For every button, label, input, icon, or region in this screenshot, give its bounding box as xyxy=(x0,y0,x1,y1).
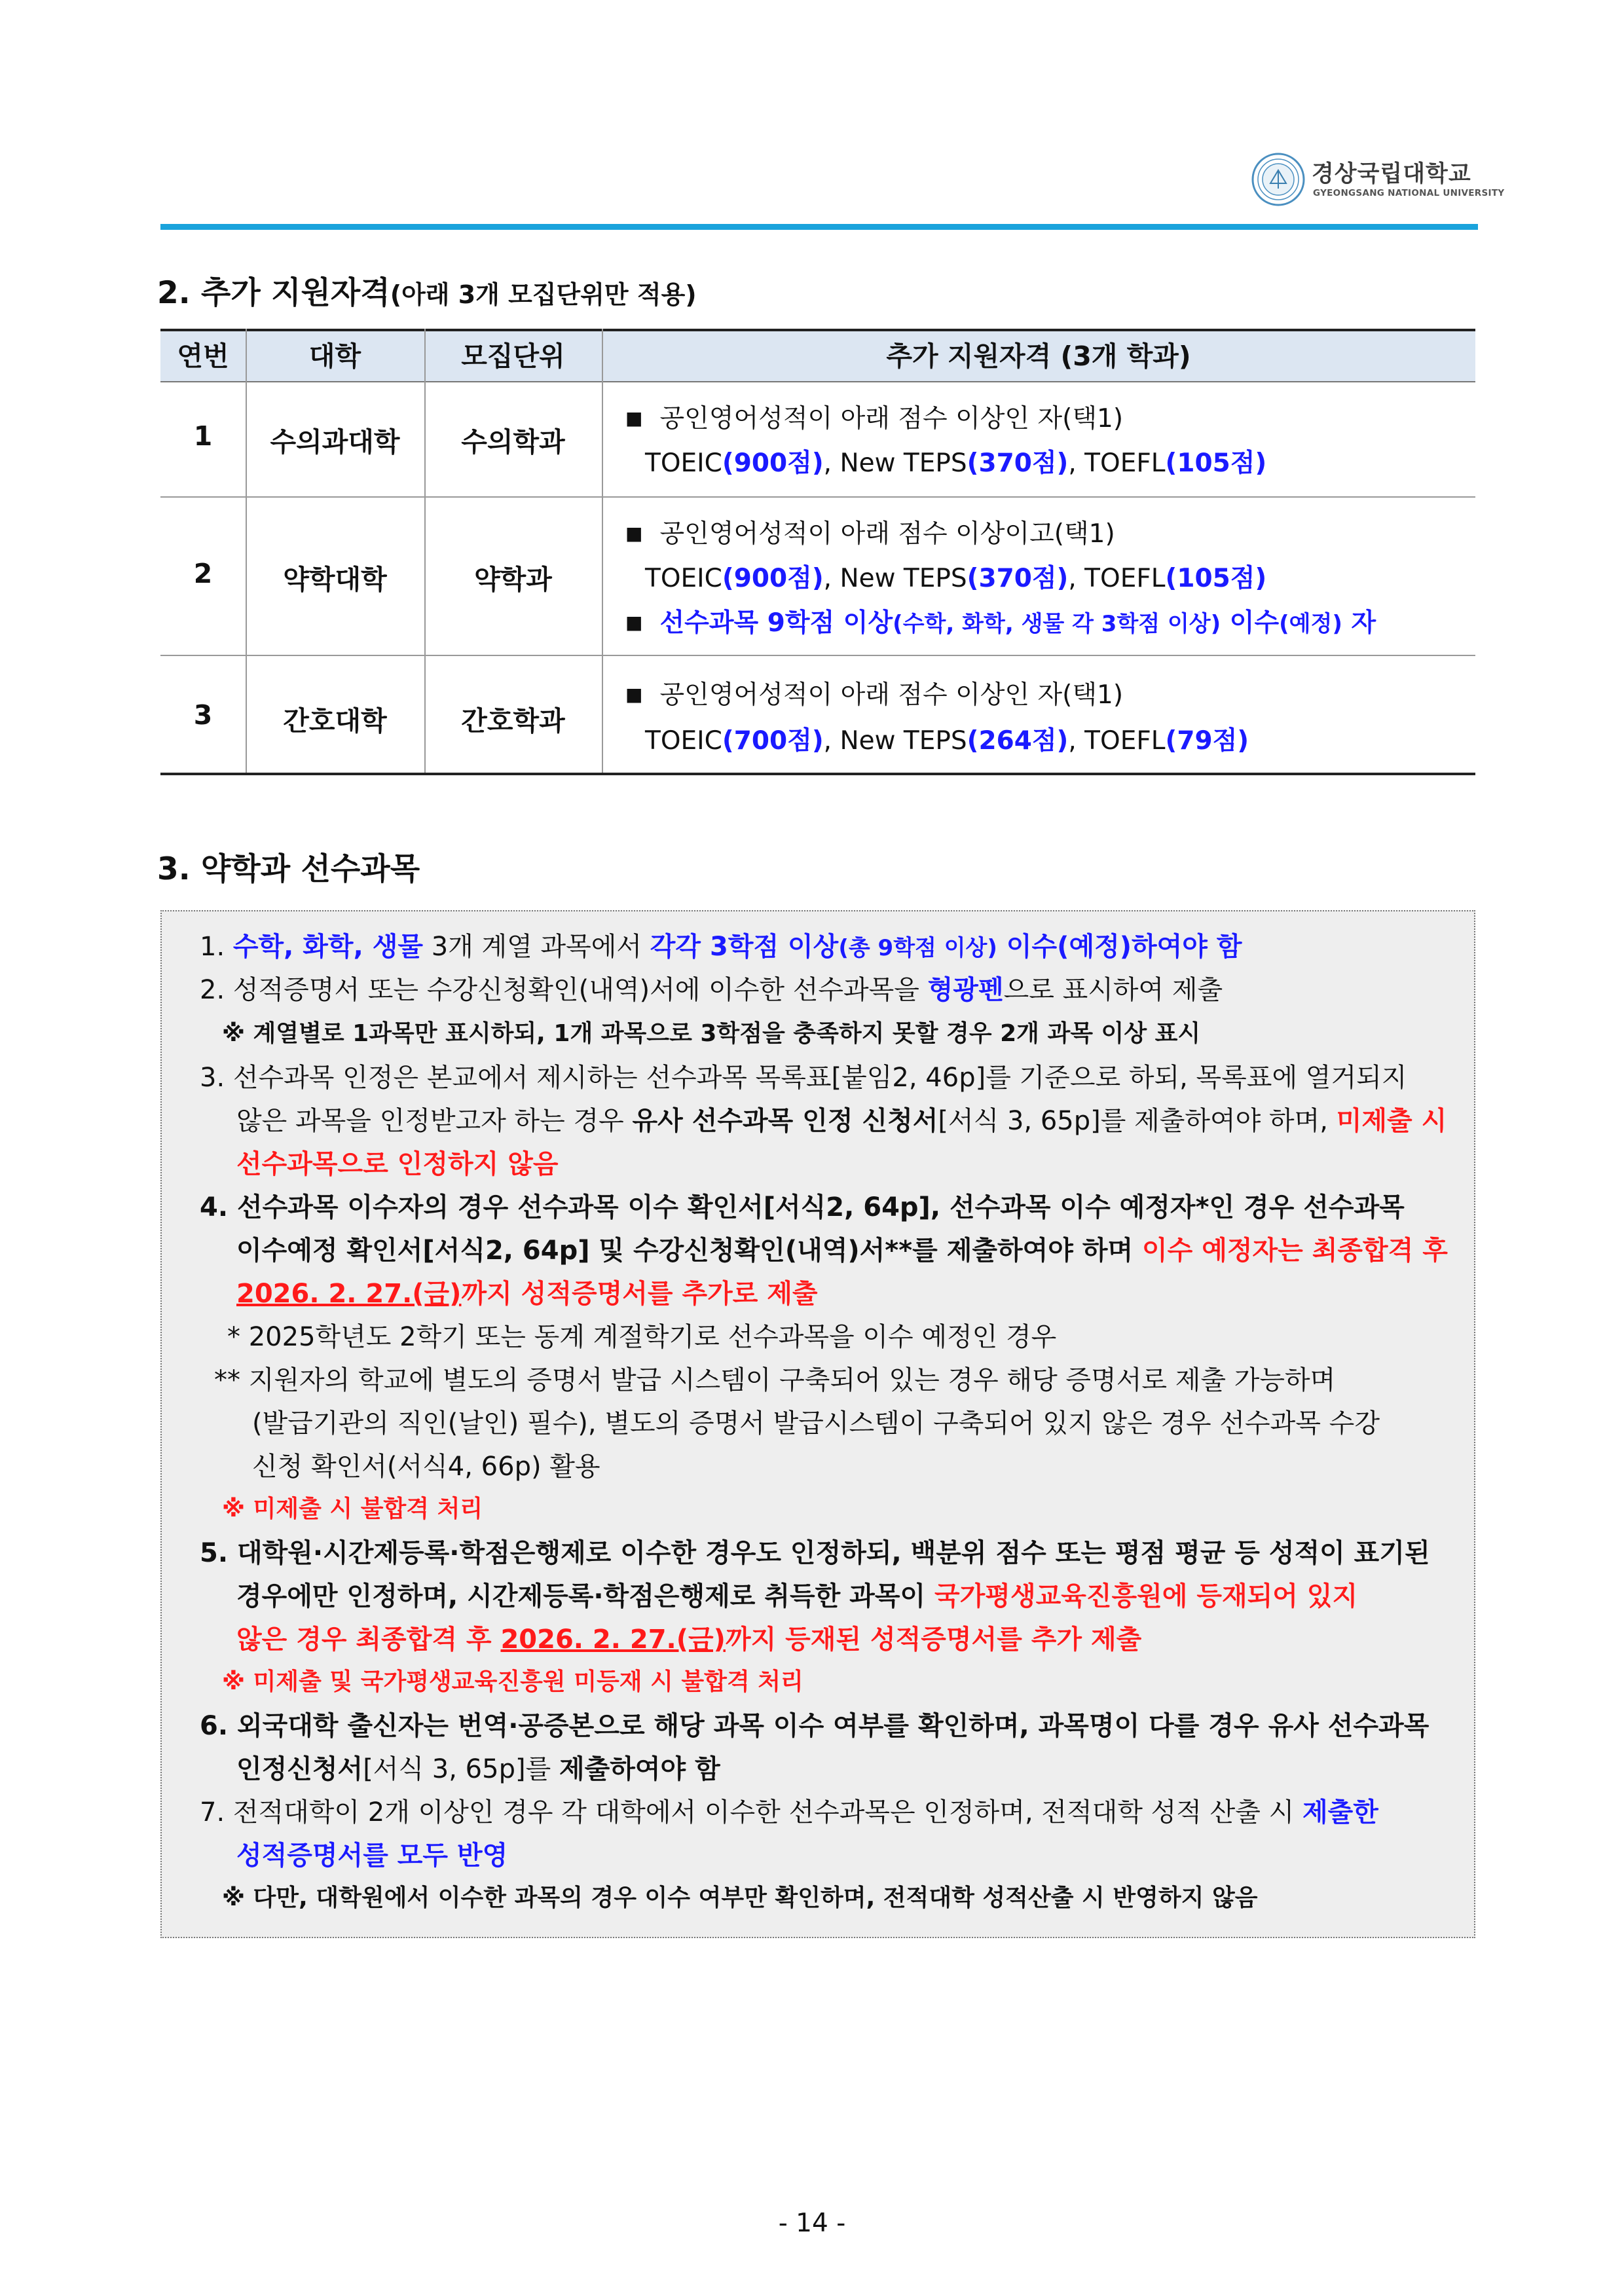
section3-heading: 3. 약학과 선수과목 xyxy=(157,851,420,887)
warning-text: 이수 예정자는 최종합격 후 xyxy=(1142,1236,1448,1266)
teps-label: New TEPS xyxy=(840,449,967,478)
square-bullet-icon: ■ xyxy=(625,612,643,633)
section2-heading xyxy=(157,268,697,312)
list-item xyxy=(200,1791,1378,1829)
warning-text: 까지 등재된 성적증명서를 추가 제출 xyxy=(725,1625,1142,1655)
footnote: ** 지원자의 학교에 별도의 증명서 발급 시스템이 구축되어 있는 경우 해당 증명서로 제출 가능하며 xyxy=(214,1365,1336,1395)
row-unit: 약학과 xyxy=(474,564,552,595)
prerequisite-notes-box xyxy=(160,910,1475,1938)
university-name-kr: 경상국립대학교 xyxy=(1312,161,1471,187)
footnote-cont: (발급기관의 직인(날인) 필수), 별도의 증명서 발급시스템이 구축되어 있지 않은 경우 선수과목 수강 xyxy=(252,1408,1380,1439)
col-header-college: 대학 xyxy=(308,340,361,372)
item-text: [서식 3, 65p]를 xyxy=(363,1754,559,1784)
col-header-no: 연번 xyxy=(177,340,229,372)
requirement-bullet xyxy=(625,513,1115,550)
teps-label: New TEPS xyxy=(840,726,967,756)
toefl-label: TOEFL xyxy=(1084,449,1166,478)
item-text: 으로 표시하여 제출 xyxy=(1003,975,1223,1005)
toefl-score: (79점) xyxy=(1165,726,1249,756)
warning-text: 국가평생교육진흥원에 등재되어 있지 xyxy=(934,1581,1358,1611)
requirement-text: 공인영어성적이 아래 점수 이상인 자(택1) xyxy=(659,404,1124,433)
deadline-date: 2026. 2. 27.(금) xyxy=(500,1625,726,1655)
list-item-cont xyxy=(236,1230,1448,1267)
toeic-score: (700점) xyxy=(722,726,824,756)
form-name: 인정신청서 xyxy=(236,1754,363,1784)
toefl-score: (105점) xyxy=(1165,449,1267,478)
list-item: 5. 대학원·시간제등록·학점은행제로 이수한 경우도 인정하되, 백분위 점수 또는 평점 평균 등 성적이 표기된 xyxy=(200,1538,1430,1568)
item-text: 2. 성적증명서 또는 수강신청확인(내역)서에 이수한 선수과목을 xyxy=(200,975,928,1005)
item-text: 7. 전적대학이 2개 이상인 경우 각 대학에서 이수한 선수과목은 인정하며, 전적대학 성적 산출 시 xyxy=(200,1797,1303,1827)
teps-score: (370점) xyxy=(967,564,1069,593)
item-text: 않은 과목을 인정받고자 하는 경우 xyxy=(236,1106,633,1136)
list-item-cont xyxy=(236,1100,1447,1137)
row-no: 2 xyxy=(193,558,213,589)
col-header-unit: 모집단위 xyxy=(461,340,565,372)
table-header xyxy=(160,329,1475,382)
col-divider xyxy=(602,329,603,774)
section2-note: (아래 3개 모집단위만 적용) xyxy=(390,280,697,309)
score-line: TOEIC(900점), New TEPS(370점), TOEFL(105점) xyxy=(645,564,1267,593)
prereq-expected: (예정) xyxy=(1279,611,1342,637)
item-text-bold: 제출하여야 함 xyxy=(559,1754,720,1784)
row-divider xyxy=(160,655,1475,656)
item-note: ※ 계열별로 1과목만 표시하되, 1개 과목으로 3학점을 충족하지 못할 경우 2개 과목 이상 표시 xyxy=(222,1020,1201,1047)
row-college: 약학대학 xyxy=(283,564,387,595)
credit-total: (총 9학점 이상) xyxy=(838,935,997,961)
completion-text: 이수(예정)하여야 함 xyxy=(997,932,1242,962)
item-note: ※ 미제출 시 불합격 처리 xyxy=(222,1496,483,1522)
item-text: [서식 3, 65p]를 제출하여야 하며, xyxy=(938,1106,1337,1136)
table-bottom-rule xyxy=(160,773,1475,775)
teps-label: New TEPS xyxy=(840,564,967,593)
list-item-cont xyxy=(236,1575,1357,1613)
row-unit: 간호학과 xyxy=(461,705,565,737)
square-bullet-icon: ■ xyxy=(625,523,643,544)
warning-text: 않은 경우 최종합격 후 xyxy=(236,1625,501,1655)
row-college: 간호대학 xyxy=(283,705,387,737)
list-item xyxy=(200,969,1223,1006)
prereq-credits: 선수과목 9학점 이상 xyxy=(659,608,893,638)
square-bullet-icon: ■ xyxy=(625,684,643,705)
university-logo-icon xyxy=(1251,152,1306,207)
toeic-score: (900점) xyxy=(722,449,824,478)
list-item: 4. 선수과목 이수자의 경우 선수과목 이수 확인서[서식2, 64p], 선수과목 이수 예정자*인 경우 선수과목 xyxy=(200,1192,1405,1222)
teps-score: (264점) xyxy=(967,726,1069,756)
row-no: 3 xyxy=(193,699,213,731)
footnote-cont: 신청 확인서(서식4, 66p) 활용 xyxy=(252,1452,600,1482)
row-no: 1 xyxy=(193,420,213,452)
prereq-suffix: 자 xyxy=(1342,608,1376,638)
warning-text: 까지 성적증명서를 추가로 제출 xyxy=(461,1279,818,1309)
deadline-date: 2026. 2. 27.(금) xyxy=(236,1279,462,1309)
list-item: 6. 외국대학 출신자는 번역·공증본으로 해당 과목 이수 여부를 확인하며, 과목명이 다를 경우 유사 선수과목 xyxy=(200,1711,1430,1741)
warning-text: 미제출 시 xyxy=(1336,1106,1447,1136)
square-bullet-icon: ■ xyxy=(625,407,643,429)
section2-title: 2. 추가 지원자격 xyxy=(157,275,390,311)
col-header-requirement: 추가 지원자격 (3개 학과) xyxy=(886,340,1191,372)
item-note: ※ 미제출 및 국가평생교육진흥원 미등재 시 불합격 처리 xyxy=(222,1668,803,1695)
score-line: TOEIC(900점), New TEPS(370점), TOEFL(105점) xyxy=(645,449,1267,478)
prereq-detail: (수학, 화학, 생물 각 3학점 이상) xyxy=(893,611,1221,637)
requirement-bullet xyxy=(625,674,1123,711)
page-number: - 14 - xyxy=(778,2209,846,2238)
prerequisite-requirement xyxy=(625,602,1376,639)
credit-text: 각각 3학점 이상 xyxy=(650,932,839,962)
row-college: 수의과대학 xyxy=(270,426,400,458)
teps-score: (370점) xyxy=(967,449,1069,478)
warning-text: 선수과목으로 인정하지 않음 xyxy=(236,1149,559,1179)
prereq-complete: 이수 xyxy=(1221,608,1280,638)
item-note: ※ 다만, 대학원에서 이수한 과목의 경우 이수 여부만 확인하며, 전적대학 성적산출 시 반영하지 않음 xyxy=(222,1884,1258,1911)
toeic-score: (900점) xyxy=(722,564,824,593)
item-text: 이수예정 확인서[서식2, 64p] 및 수강신청확인(내역)서**를 제출하여야 하며 xyxy=(236,1236,1143,1266)
score-line: TOEIC(700점), New TEPS(264점), TOEFL(79점) xyxy=(645,726,1249,756)
emphasis-text: 제출한 xyxy=(1302,1797,1378,1827)
emphasis-text: 성적증명서를 모두 반영 xyxy=(236,1841,508,1871)
toefl-label: TOEFL xyxy=(1084,564,1166,593)
requirement-text: 공인영어성적이 아래 점수 이상이고(택1) xyxy=(659,519,1115,549)
toefl-score: (105점) xyxy=(1165,564,1267,593)
row-divider xyxy=(160,496,1475,498)
highlighter-text: 형광펜 xyxy=(927,975,1004,1005)
subjects-text: 수학, 화학, 생물 xyxy=(232,932,423,962)
additional-requirements-table xyxy=(160,329,1475,774)
item-text: 3개 계열 과목에서 xyxy=(422,932,650,962)
item-number: 1. xyxy=(200,932,225,962)
toeic-label: TOEIC xyxy=(645,564,722,593)
row-unit: 수의학과 xyxy=(461,426,565,458)
toefl-label: TOEFL xyxy=(1084,726,1166,756)
list-item xyxy=(200,926,1242,963)
requirement-text: 공인영어성적이 아래 점수 이상인 자(택1) xyxy=(659,680,1124,710)
university-name-en: GYEONGSANG NATIONAL UNIVERSITY xyxy=(1313,188,1505,198)
footnote: * 2025학년도 2학기 또는 동계 계절학기로 선수과목을 이수 예정인 경우 xyxy=(227,1322,1057,1352)
item-text: 경우에만 인정하며, 시간제등록·학점은행제로 취득한 과목이 xyxy=(236,1581,935,1611)
requirement-bullet xyxy=(625,398,1123,435)
toeic-label: TOEIC xyxy=(645,726,722,756)
form-name: 유사 선수과목 인정 신청서 xyxy=(632,1106,938,1136)
list-item: 3. 선수과목 인정은 본교에서 제시하는 선수과목 목록표[붙임2, 46p]를 기준으로 하되, 목록표에 열거되지 xyxy=(200,1063,1407,1093)
list-item-cont xyxy=(236,1619,1141,1656)
header-rule xyxy=(160,224,1478,230)
list-item-cont xyxy=(236,1748,720,1786)
list-item-cont xyxy=(236,1273,818,1310)
toeic-label: TOEIC xyxy=(645,449,722,478)
